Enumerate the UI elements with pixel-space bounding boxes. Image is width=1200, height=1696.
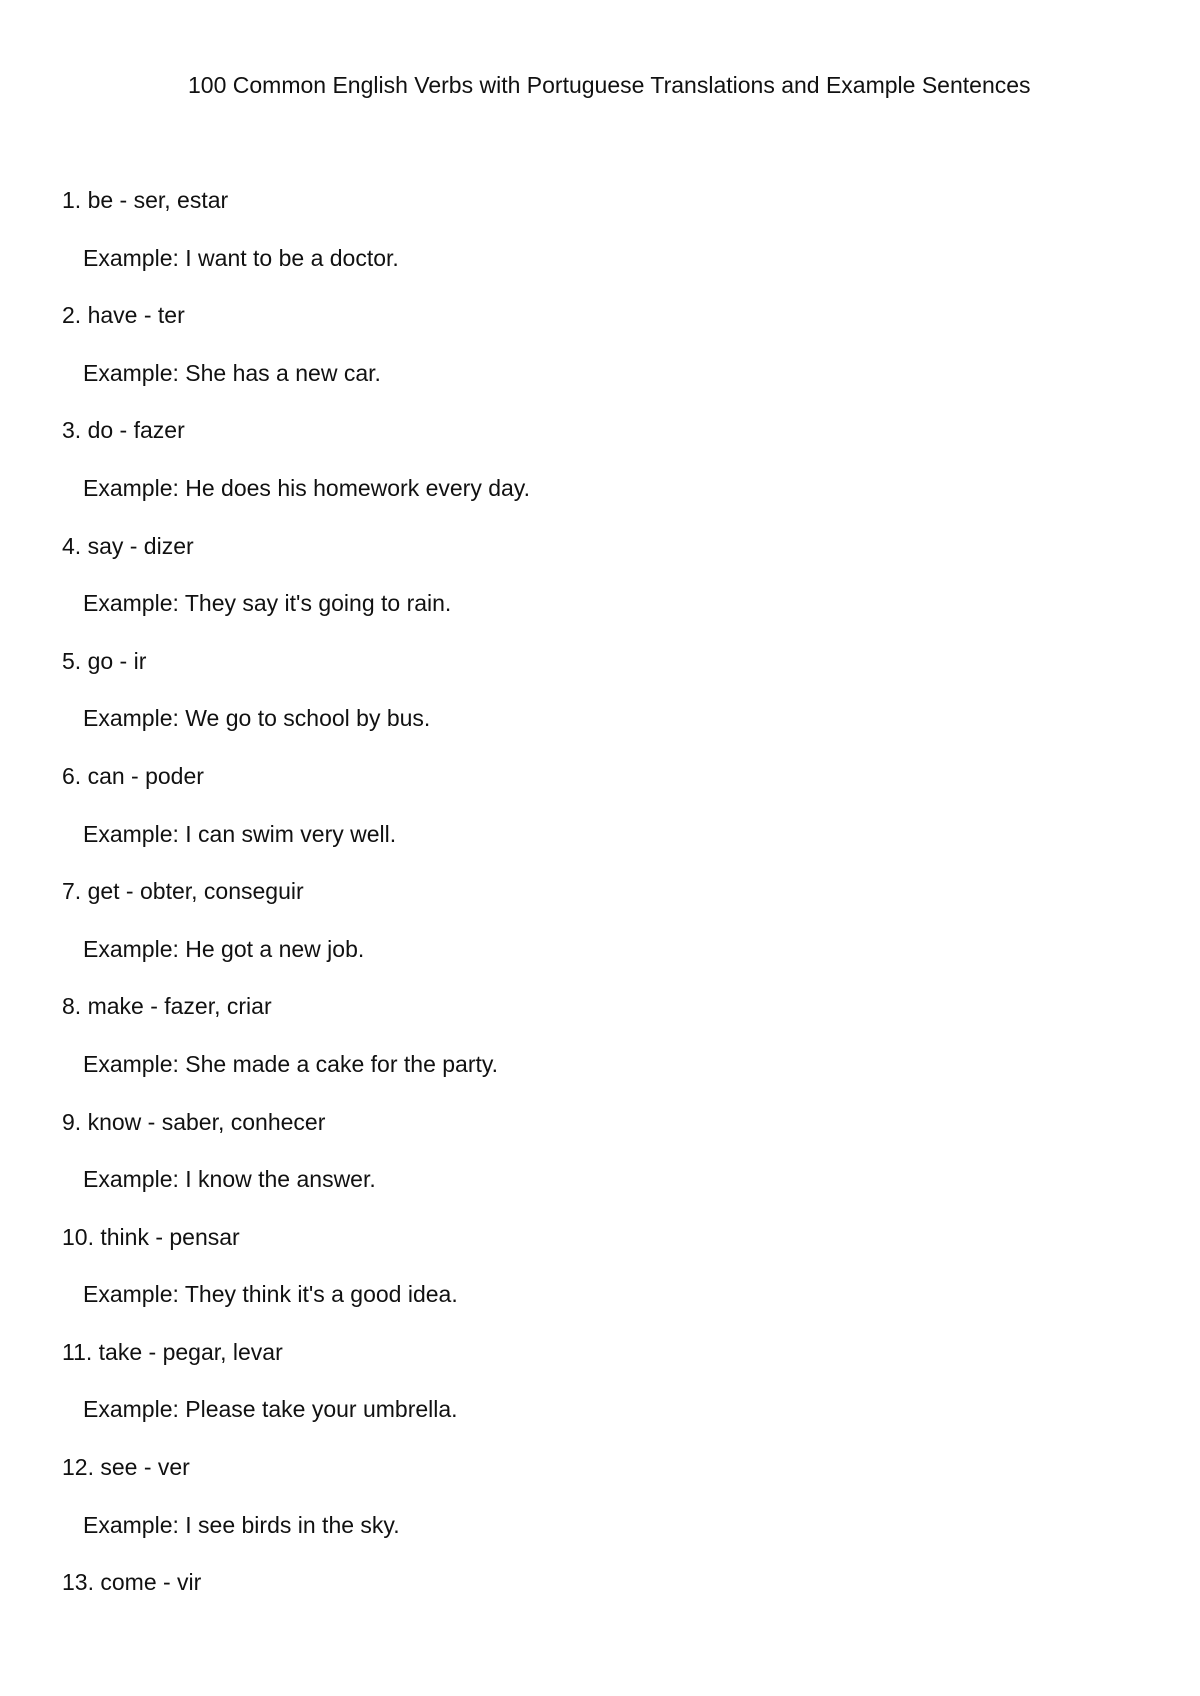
verb-headword: 3. do - fazer — [62, 417, 185, 444]
verb-headword: 1. be - ser, estar — [62, 187, 229, 213]
verb-headword: 10. think - pensar — [62, 1223, 240, 1250]
list-item — [62, 646, 530, 761]
example-sentence: Example: Please take your umbrella. — [83, 1396, 458, 1423]
example-sentence: Example: He does his homework every day. — [83, 474, 530, 501]
example-sentence: Example: We go to school by bus. — [83, 705, 431, 732]
verb-headword: 6. can - poder — [62, 762, 204, 789]
example-sentence: Example: I know the answer. — [83, 1166, 376, 1193]
list-item — [62, 531, 530, 646]
example-sentence: Example: I want to be a doctor. — [83, 244, 399, 271]
verb-headword: 13. come - vir — [62, 1569, 202, 1596]
document-title: 100 Common English Verbs with Portuguese Translations and Example Sentences — [188, 72, 1031, 98]
list-item — [62, 1107, 530, 1222]
verb-headword: 4. say - dizer — [62, 532, 194, 559]
example-sentence: Example: I see birds in the sky. — [83, 1511, 400, 1538]
verb-headword: 11. take - pegar, levar — [62, 1338, 283, 1365]
example-sentence: Example: She has a new car. — [83, 359, 381, 386]
list-item — [62, 761, 530, 876]
verb-headword: 12. see - ver — [62, 1454, 190, 1481]
verb-headword: 5. go - ir — [62, 647, 147, 674]
example-sentence: Example: I can swim very well. — [83, 820, 397, 847]
verb-headword: 8. make - fazer, criar — [62, 993, 272, 1020]
verb-headword: 9. know - saber, conhecer — [62, 1108, 326, 1135]
list-item — [62, 991, 530, 1106]
list-item — [62, 300, 530, 415]
example-sentence: Example: They think it's a good idea. — [83, 1281, 458, 1308]
list-item — [62, 1337, 530, 1452]
list-item — [62, 1567, 530, 1625]
example-sentence: Example: He got a new job. — [83, 935, 365, 962]
verb-headword: 7. get - obter, conseguir — [62, 878, 304, 905]
example-sentence: Example: They say it's going to rain. — [83, 590, 452, 617]
list-item — [62, 1222, 530, 1337]
verb-headword: 2. have - ter — [62, 302, 185, 329]
list-item — [62, 1452, 530, 1567]
verb-list — [62, 185, 530, 1625]
list-item — [62, 185, 530, 300]
example-sentence: Example: She made a cake for the party. — [83, 1050, 499, 1077]
list-item — [62, 415, 530, 530]
list-item — [62, 876, 530, 991]
